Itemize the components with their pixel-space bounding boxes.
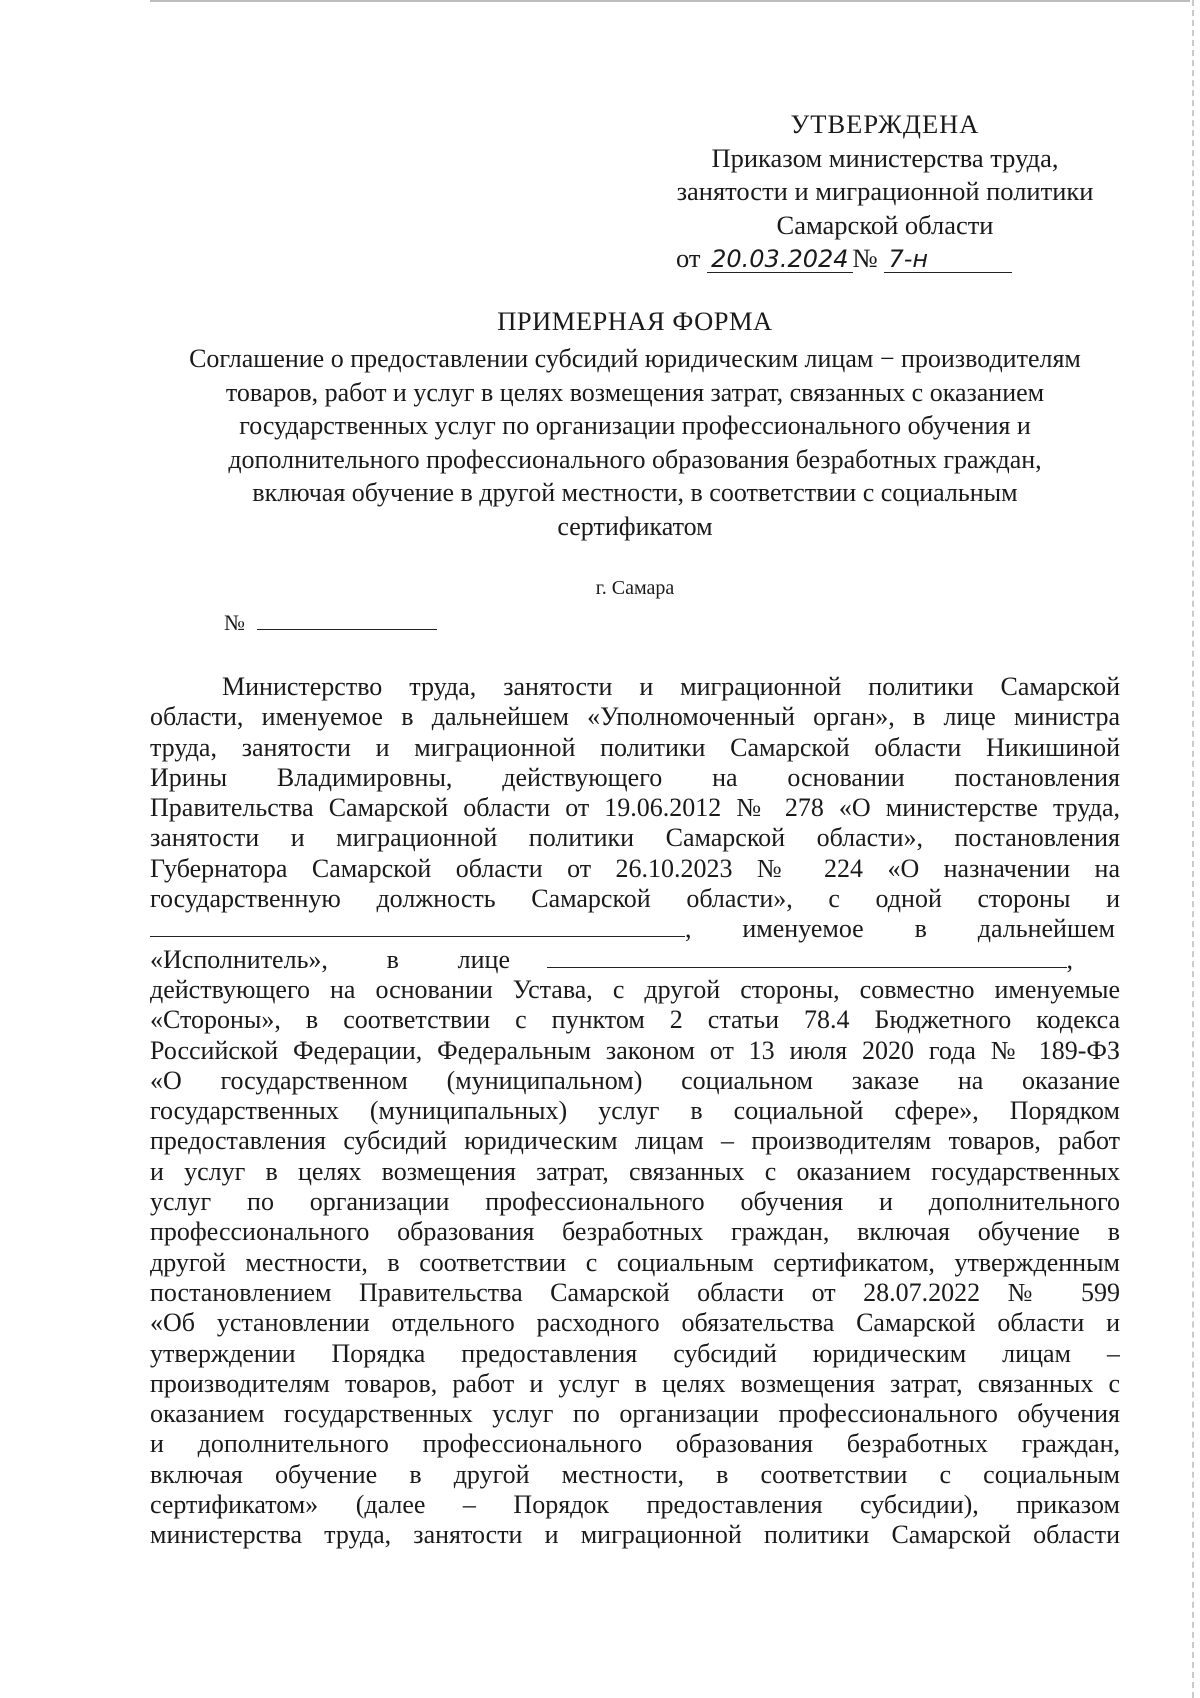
executor-representative-label: «Исполнитель», в лице	[150, 944, 510, 974]
body-line: включая обучение в другой местности, в соответствии с социальным	[150, 1459, 1120, 1489]
body-line: государственных (муниципальных) услуг в социальной сфере», Порядком	[150, 1096, 1120, 1126]
handwritten-date: 20.03.2024	[707, 246, 852, 273]
body-line: утверждении Порядка предоставления субсидий юридическим лицам –	[150, 1338, 1120, 1368]
body-line: «Об установлении отдельного расходного обязательства Самарской области и	[150, 1308, 1120, 1338]
body-line: сертификатом» (далее – Порядок предоставления субсидии), приказом	[150, 1490, 1120, 1520]
agreement-body	[150, 672, 1120, 1551]
body-line: области, именуемое в дальнейшем «Уполномоченный орган», в лице министра	[150, 702, 1120, 732]
body-line: Губернатора Самарской области от 26.10.2023 № 224 «О назначении на	[150, 853, 1120, 883]
body-line: министерства труда, занятости и миграционной политики Самарской области	[150, 1520, 1120, 1550]
body-line: труда, занятости и миграционной политики Самарской области Никишиной	[150, 732, 1120, 762]
body-line: государственную должность Самарской области», с одной стороны и	[150, 884, 1120, 914]
executor-name-blank[interactable]	[150, 916, 685, 937]
body-line: другой местности, в соответствии с социальным сертификатом, утвержденным	[150, 1247, 1120, 1277]
approval-block	[650, 108, 1120, 276]
subject-line: товаров, работ и услуг в целях возмещения затрат, связанных с оказанием	[225, 377, 1045, 407]
body-line: производителям товаров, работ и услуг в целях возмещения затрат, связанных с	[150, 1368, 1120, 1398]
date-prefix: от	[676, 243, 701, 273]
approval-line-3: Самарской области	[776, 209, 994, 240]
handwritten-number: 7-н	[884, 246, 1012, 273]
body-line: занятости и миграционной политики Самарской области», постановления	[150, 823, 1120, 853]
form-title: ПРИМЕРНАЯ ФОРМА	[497, 306, 773, 336]
subject-line: дополнительного профессионального образования безработных граждан,	[228, 444, 1042, 474]
executor-representative-blank[interactable]	[547, 947, 1067, 968]
body-line: оказанием государственных услуг по организации профессионального обучения	[150, 1399, 1120, 1429]
subject-line: государственных услуг по организации профессионального обучения и	[239, 411, 1031, 440]
body-line: постановлением Правительства Самарской области от 28.07.2022 № 599	[150, 1277, 1120, 1307]
approval-line-2: занятости и миграционной политики	[676, 176, 1094, 206]
agreement-subject	[150, 342, 1120, 543]
body-line: услуг по организации профессионального обучения и дополнительного	[150, 1187, 1120, 1217]
executor-representative-line	[150, 945, 1120, 975]
agreement-number-label: №	[224, 610, 245, 635]
body-line: Ирины Владимировны, действующего на основании постановления	[150, 762, 1120, 792]
agreement-number-blank[interactable]	[257, 611, 437, 630]
executor-representative-tail: ,	[1066, 944, 1073, 974]
body-line: предоставления субсидий юридическим лицам – производителям товаров, работ	[150, 1126, 1120, 1156]
agreement-number-line	[224, 610, 437, 636]
body-line: «Стороны», в соответствии с пунктом 2 статьи 78.4 Бюджетного кодекса	[150, 1005, 1120, 1035]
number-prefix: №	[852, 243, 878, 273]
body-line: Правительства Самарской области от 19.06.2012 № 278 «О министерстве труда,	[150, 793, 1120, 823]
subject-line: Соглашение о предоставлении субсидий юридическим лицам − производителям	[189, 344, 1081, 373]
subject-line: сертификатом	[557, 511, 713, 541]
scan-border-right	[1192, 0, 1194, 1698]
body-line: и услуг в целях возмещения затрат, связанных с оказанием государственных	[150, 1156, 1120, 1186]
body-line: профессионального образования безработных граждан, включая обучение в	[150, 1217, 1120, 1247]
body-line: «О государственном (муниципальном) социальном заказе на оказание	[150, 1065, 1120, 1095]
subject-line: включая обучение в другой местности, в соответствии с социальным	[252, 478, 1018, 507]
city: г. Самара	[595, 577, 675, 599]
approval-order-line	[650, 242, 1120, 276]
scan-border-top	[150, 0, 1190, 4]
approval-line-1: Приказом министерства труда,	[711, 142, 1059, 173]
body-line: Российской Федерации, Федеральным законом от 13 июля 2020 года № 189-ФЗ	[150, 1035, 1120, 1065]
body-line: Министерство труда, занятости и миграционной политики Самарской	[222, 672, 1120, 701]
approval-title: УТВЕРЖДЕНА	[790, 109, 980, 139]
executor-name-suffix: , именуемое в дальнейшем	[685, 914, 1115, 944]
executor-name-line	[150, 914, 1120, 944]
body-line: и дополнительного профессионального образования безработных граждан,	[150, 1429, 1120, 1459]
body-line: действующего на основании Устава, с другой стороны, совместно именуемые	[150, 974, 1120, 1004]
